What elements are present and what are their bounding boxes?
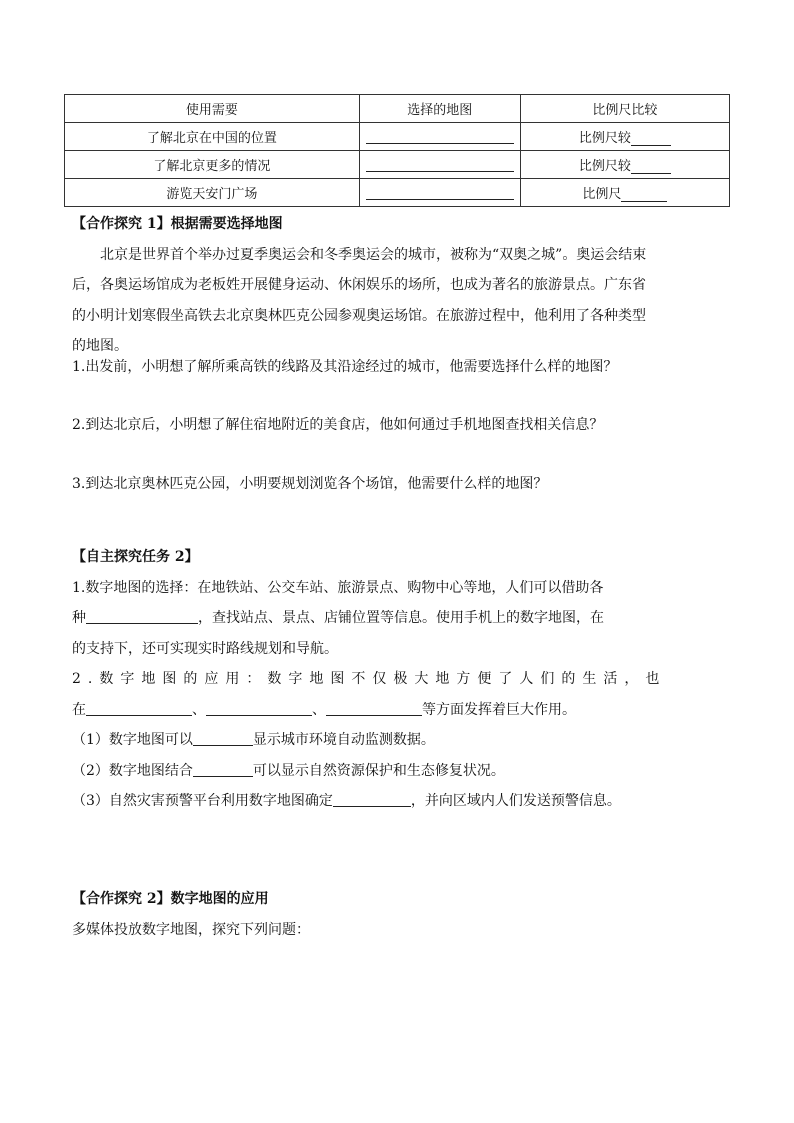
header-map: 选择的地图: [359, 95, 520, 123]
header-scale: 比例尺比较: [520, 95, 729, 123]
text-fragment: 等方面发挥着巨大作用。: [422, 701, 576, 718]
coop1-question-3: 3.到达北京奥林匹克公园，小明要规划浏览各个场馆，他需要什么样的地图？: [72, 476, 548, 492]
scale-label: 比例尺较: [578, 131, 631, 146]
table-row: [65, 179, 730, 207]
coop1-question-1: 1.出发前，小明想了解所乘高铁的线路及其沿途经过的城市，他需要选择什么样的地图？: [72, 359, 618, 375]
map-blank-cell: [359, 123, 520, 151]
coop1-para-line: 的小明计划寒假坐高铁去北京奥林匹克公园参观奥运场馆。在旅游过程中，他利用了各种类型: [72, 307, 646, 324]
scale-cell: [520, 179, 729, 207]
coop1-para-line: 北京是世界首个举办过夏季奥运会和冬季奥运会的城市，被称为“双奥之城”。奥运会结束: [100, 246, 647, 263]
task2-line: 1.数字地图的选择：在地铁站、公交车站、旅游景点、购物中心等地，人们可以借助各: [72, 579, 604, 596]
task2-line: 2.数字地图的应用：数字地图不仅极大地方便了人们的生活，也: [72, 671, 667, 687]
task2-line: [72, 695, 722, 726]
coop2-section: [72, 884, 722, 945]
coop2-line: 多媒体投放数字地图，探究下列问题：: [72, 921, 310, 938]
header-need: 使用需要: [65, 95, 360, 123]
answer-blank: [621, 187, 667, 202]
coop1-para-line: 的地图。: [72, 338, 128, 354]
answer-blank: [326, 699, 422, 716]
answer-blank: [86, 607, 198, 624]
answer-blank: [193, 760, 253, 777]
map-selection-table: [64, 94, 730, 207]
text-fragment: 显示城市环境自动监测数据。: [252, 732, 435, 748]
text-fragment: （1）数字地图可以: [72, 732, 193, 748]
answer-blank: [206, 699, 312, 716]
text-fragment: ，查找站点、景点、店铺位置等信息。使用手机上的数字地图，在: [198, 610, 604, 626]
text-fragment: 、: [312, 701, 326, 718]
coop1-question-2: 2.到达北京后，小明想了解住宿地附近的美食店，他如何通过手机地图查找相关信息？: [72, 417, 604, 433]
table-row: [65, 123, 730, 151]
task2-section: [72, 542, 722, 817]
text-fragment: 可以显示自然资源保护和生态修复状况。: [252, 762, 505, 779]
answer-blank: [631, 131, 671, 146]
text-fragment: （3）自然灾害预警平台利用数字地图确定: [72, 793, 333, 809]
need-cell: 游览天安门广场: [65, 179, 360, 207]
answer-blank: [631, 159, 671, 174]
task2-line: 的支持下，还可实现实时路线规划和导航。: [72, 640, 338, 657]
coop2-title: 【合作探究 2】数字地图的应用: [72, 891, 269, 907]
text-fragment: （2）数字地图结合: [72, 762, 193, 779]
need-cell: 了解北京在中国的位置: [65, 123, 360, 151]
coop1-para-line: 后，各奥运场馆成为老板姓开展健身运动、休闲娱乐的场所，也成为著名的旅游景点。广东省: [72, 277, 646, 293]
answer-blank: [86, 699, 192, 716]
answer-blank: [333, 790, 411, 807]
text-fragment: 种: [72, 610, 86, 626]
scale-cell: [520, 123, 729, 151]
text-fragment: 、: [192, 701, 206, 718]
scale-label: 比例尺: [582, 187, 622, 202]
text-fragment: 在: [72, 701, 86, 718]
table-header-row: [65, 95, 730, 123]
task2-subitem: [72, 756, 722, 787]
table-row: [65, 151, 730, 179]
coop1-section: [72, 209, 722, 362]
task2-title: 【自主探究任务 2】: [72, 549, 199, 565]
map-blank-cell: [359, 179, 520, 207]
answer-blank: [366, 157, 514, 172]
need-cell: 了解北京更多的情况: [65, 151, 360, 179]
task2-subitem: [72, 725, 722, 756]
scale-cell: [520, 151, 729, 179]
answer-blank: [193, 729, 253, 746]
map-blank-cell: [359, 151, 520, 179]
scale-label: 比例尺较: [578, 159, 631, 174]
answer-blank: [366, 129, 514, 144]
coop1-title: 【合作探究 1】根据需要选择地图: [72, 216, 283, 232]
task2-subitem: [72, 786, 722, 817]
task2-line: [72, 603, 722, 634]
text-fragment: ，并向区域内人们发送预警信息。: [410, 793, 621, 809]
answer-blank: [366, 185, 514, 200]
